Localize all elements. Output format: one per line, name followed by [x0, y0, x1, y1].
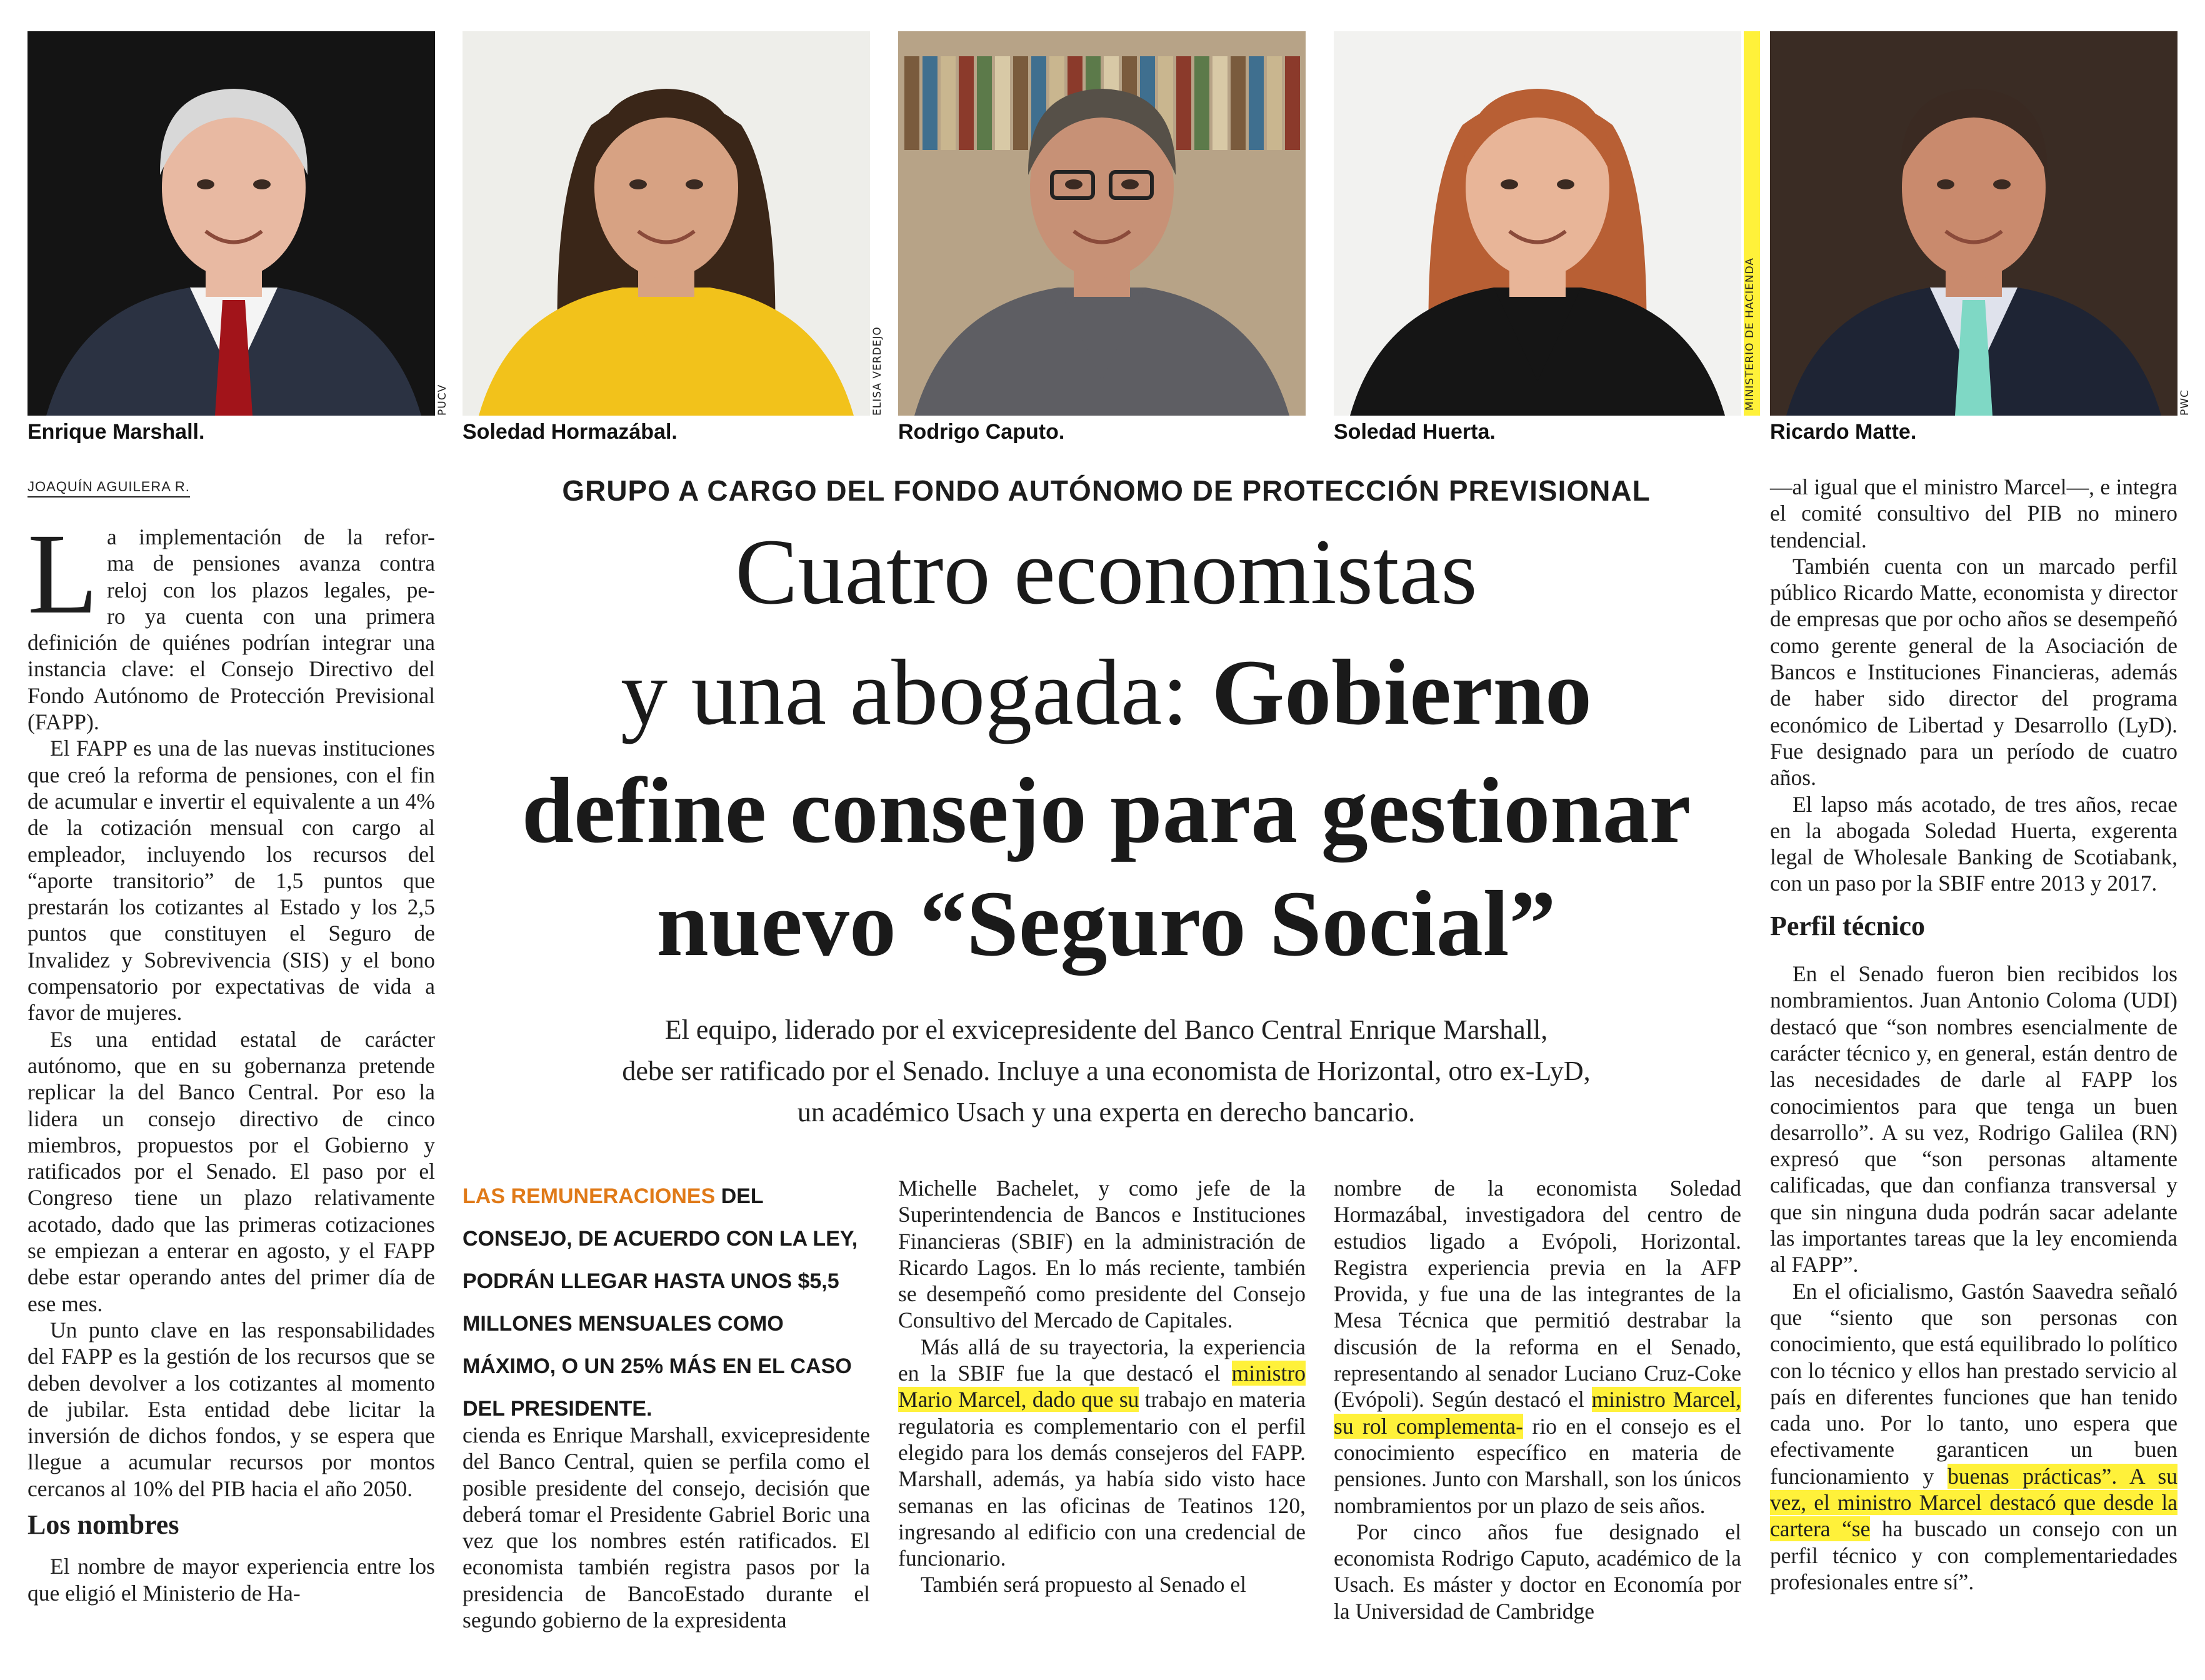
photo-soledad-hormazabal — [462, 31, 870, 416]
pull-quote-lead: LAS REMUNERACIONES — [462, 1184, 716, 1208]
subhead-los-nombres: Los nombres — [28, 1509, 179, 1540]
eye-left — [1937, 179, 1954, 189]
headline-line-2a: y una abogada: — [621, 641, 1212, 744]
deck — [475, 1009, 1738, 1133]
caption-soledad-hormazabal: Soledad Hormazábal. — [462, 420, 678, 444]
eye-left — [1065, 179, 1082, 189]
column-1 — [28, 510, 435, 1606]
eye-right — [253, 179, 271, 189]
pull-quote-text: DEL CONSEJO, DE ACUERDO CON LA LEY, PODRÁN LLEGAR HASTA UNOS $5,5 MILLONES MENSUALES COMO MÁXIMO, O UN 25% MÁS EN EL CASO DEL PRESIDENTE. — [462, 1184, 858, 1421]
photo-ricardo-matte — [1770, 31, 2178, 416]
pull-quote — [462, 1175, 862, 1430]
photo-credit-ministerio: MINISTERIO DE HACIENDA — [1744, 31, 1760, 416]
photo-soledad-huerta — [1334, 31, 1741, 416]
intro-line-4: ro ya cuenta con una primera — [107, 603, 435, 629]
intro-line-3: reloj con los plazos legales, pe- — [107, 577, 435, 602]
book-spine — [1194, 56, 1209, 150]
col5-paragraph-3: El lapso más acotado, de tres años, recae en la abogada Soledad Huerta, exgerenta legal de Wholesale Banking de Scotiabank, con un paso por la SBIF entre 2013 y 2017. — [1770, 791, 2178, 896]
col3-paragraph-3: También será propuesto al Senado el — [921, 1572, 1246, 1598]
book-spine — [977, 56, 992, 150]
photo-enrique-marshall — [28, 31, 435, 416]
deck-line-1: El equipo, liderado por el exvicepresidente del Banco Central Enrique Marshall, — [664, 1014, 1548, 1045]
eye-left — [197, 179, 214, 189]
column-4 — [1334, 1175, 1741, 1624]
caption-enrique-marshall: Enrique Marshall. — [28, 420, 205, 444]
eye-right — [686, 179, 703, 189]
caption-soledad-huerta: Soledad Huerta. — [1334, 420, 1496, 444]
intro-line-1: a implementación de la refor- — [107, 524, 435, 549]
col4-p1-start: nombre de la economista Soledad Hormazábal, investigadora del centro de estudios ligado a Evópoli, Horizontal. Registra experiencia previa en la AFP Provida, y fue una de las integrantes de la Mesa Técnica que permitió destrabar la discusión de la reforma en el Senado, representando al senador Luciano Cruz-Coke (Evópoli). Según destacó el — [1334, 1176, 1741, 1412]
caption-rodrigo-caputo: Rodrigo Caputo. — [898, 420, 1065, 444]
eye-right — [1557, 179, 1574, 189]
book-spine — [1249, 56, 1264, 150]
byline: JOAQUÍN AGUILERA R. — [28, 479, 190, 498]
deck-line-3: un académico Usach y una experta en derecho bancario. — [797, 1097, 1416, 1128]
eye-left — [1501, 179, 1518, 189]
photo-credit-pucv: PUCV — [436, 384, 449, 416]
col3-p2-end: trabajo en materia regulatoria es complementario con el perfil elegido para los demás consejeros del FAPP. Marshall, además, ya había sido visto hace semanas en las oficinas de Teatinos 120, ingresando al edificio con una credencial de funcionario. — [898, 1387, 1306, 1571]
eye-right — [1121, 179, 1139, 189]
headline-line-3: define consejo para gestionar — [521, 759, 1691, 862]
col3-paragraph-2 — [898, 1334, 1306, 1572]
book-spine — [995, 56, 1010, 150]
col4-p1-end: rio en el consejo es el conocimiento específico en materia de pensiones. Junto con Marshall, son los únicos nombramientos por un plazo de seis años. — [1334, 1413, 1741, 1518]
col5-paragraph-5 — [1770, 1278, 2178, 1596]
col5-p5-end: ha buscado un consejo con un perfil técnico y con complementariedades profesionales entre sí”. — [1770, 1516, 2178, 1594]
portrait-1 — [462, 31, 870, 416]
book-spine — [904, 56, 919, 150]
book-spine — [941, 56, 956, 150]
col3-p2-start: Más allá de su trayectoria, la experiencia en la SBIF fue la que destacó el — [898, 1334, 1306, 1386]
book-spine — [1285, 56, 1300, 150]
eye-right — [1993, 179, 2011, 189]
portrait-4 — [1770, 31, 2178, 416]
book-spine — [1176, 56, 1191, 150]
col1-paragraph-2: El FAPP es una de las nuevas instituciones que creó la reforma de pensiones, con el fin de acumular e invertir el equivalente a un 4% de la cotización mensual con cargo al empleador, incluyendo los recursos del “aporte transitorio” de 1,5 puntos que prestarán los cotizantes al Estado y los 2,5 puntos que constituyen el Seguro de Invalidez y Sobrevivencia (SIS) y el bono compensatorio por expectativas de vida a favor de mujeres. — [28, 736, 435, 1026]
col2-paragraph-1: cienda es Enrique Marshall, exvicepresidente del Banco Central, quien se perfila como el posible presidente del consejo, decisión que deberá tomar el Presidente Gabriel Boric una vez que los nombres estén ratificados. El economista también registra pasos por la presidencia de BancoEstado durante el segundo gobierno de la expresidenta — [462, 1422, 870, 1633]
caption-ricardo-matte: Ricardo Matte. — [1770, 420, 1917, 444]
col5-paragraph-1: —al igual que el ministro Marcel—, e integra el comité consultivo del PIB no minero tendencial. — [1770, 474, 2178, 552]
headline-line-1: Cuatro economistas — [735, 520, 1478, 624]
book-spine — [1231, 56, 1246, 150]
portrait-2 — [898, 31, 1306, 416]
kicker: GRUPO A CARGO DEL FONDO AUTÓNOMO DE PROTECCIÓN PREVISIONAL — [562, 474, 1651, 507]
photo-credit-elisa-verdejo: ELISA VERDEJO — [871, 326, 884, 416]
book-spine — [1267, 56, 1282, 150]
book-spine — [922, 56, 938, 150]
portrait-3 — [1334, 31, 1741, 416]
book-spine — [1013, 56, 1028, 150]
column-2 — [462, 1422, 870, 1633]
column-3 — [898, 1175, 1306, 1598]
headline-line-2b: Gobierno — [1211, 641, 1592, 744]
intro-line-2: ma de pensiones avanza contra — [107, 551, 435, 576]
portrait-0 — [28, 31, 435, 416]
col1-paragraph-5: El nombre de mayor experiencia entre los que eligió el Ministerio de Ha- — [28, 1554, 435, 1606]
book-spine — [1212, 56, 1228, 150]
photo-rodrigo-caputo — [898, 31, 1306, 416]
book-spine — [959, 56, 974, 150]
col5-p5-start: En el oficialismo, Gastón Saavedra señaló que “siento que son personas con conocimiento, que está equilibrado lo político con lo técnico y ellos han prestado servicio al país en diferentes funciones que han tenido cada uno. Por lo tanto, uno espera que efectivamente garanticen un buen funcionamiento y — [1770, 1278, 2178, 1489]
col4-paragraph-1 — [1334, 1175, 1741, 1519]
headline-line-4: nuevo “Seguro Social” — [656, 872, 1556, 976]
col1-paragraph-4: Un punto clave en las responsabilidades del FAPP es la gestión de los recursos que se deben devolver a los cotizantes al momento de jubilar. Esta entidad debe licitar la inversión de dichos fondos, y se espera que llegue a acumular recursos por montos cercanos al 10% del PIB hacia el año 2050. — [28, 1317, 435, 1501]
photo-credit-pwc: PWC — [2179, 389, 2191, 416]
col5-paragraph-2: También cuenta con un marcado perfil público Ricardo Matte, economista y director de empresas que por ocho años se desempeñó como gerente general de la Asociación de Bancos e Instituciones Financieras, además de haber sido director del programa económico de Libertad y Desarrollo (LyD). Fue designado para un período de cuatro años. — [1770, 553, 2178, 791]
col5-paragraph-4: En el Senado fueron bien recibidos los nombramientos. Juan Antonio Coloma (UDI) destacó que “son nombres esencialmente de carácter técnico y, en general, están dentro de las necesidades de darle al FAPP los conocimientos para que tenga un buen desarrollo”. A su vez, Rodrigo Galilea (RN) expresó que “son personas altamente calificadas, que dan confianza transversal y que sin ninguna duda podrán sacar adelante las importantes tareas que la ley encomienda al FAPP”. — [1770, 961, 2178, 1278]
subhead-perfil-tecnico: Perfil técnico — [1770, 910, 1925, 941]
eye-left — [629, 179, 647, 189]
deck-line-2: debe ser ratificado por el Senado. Incluye a una economista de Horizontal, otro ex-LyD, — [622, 1056, 1591, 1086]
highlight-ministro-mario-marcel: ministro Mario Marcel, dado que su — [898, 1361, 1306, 1412]
column-5 — [1770, 474, 2178, 1595]
col3-paragraph-1: Michelle Bachelet, y como jefe de la Superintendencia de Bancos e Instituciones Financieras (SBIF) en la administración de Ricardo Lagos. En lo más reciente, también se desempeñó como presidente del Consejo Consultivo del Mercado de Capitales. — [898, 1176, 1306, 1333]
drop-cap: L — [28, 510, 99, 638]
headline-line-2 — [462, 641, 1750, 744]
col1-paragraph-3: Es una entidad estatal de carácter autónomo, que en su gobernanza pretende replicar la del Banco Central. Por eso la lidera un consejo directivo de cinco miembros, propuestos por el Gobierno y ratificados por el Senado. El paso por el Congreso tiene un plazo relativamente acotado, dado que las primeras cotizaciones se empiezan a enterar en agosto, y el FAPP debe estar operando antes del primer día de ese mes. — [28, 1026, 435, 1316]
col1-intro-rest: definición de quiénes podrían integrar una instancia clave: el Consejo Directivo del Fondo Autónomo de Protección Previsional (FAPP). — [28, 630, 435, 735]
highlight-buenas-practicas: buenas prácticas”. A su vez, el ministro Marcel destacó que desde la cartera “se — [1770, 1463, 2178, 1542]
col4-paragraph-2: Por cinco años fue designado el economista Rodrigo Caputo, académico de la Usach. Es máster y doctor en Economía por la Universidad de Cambridge — [1334, 1519, 1741, 1624]
highlight-ministro-marcel: ministro Marcel, su rol complementa- — [1334, 1387, 1741, 1439]
